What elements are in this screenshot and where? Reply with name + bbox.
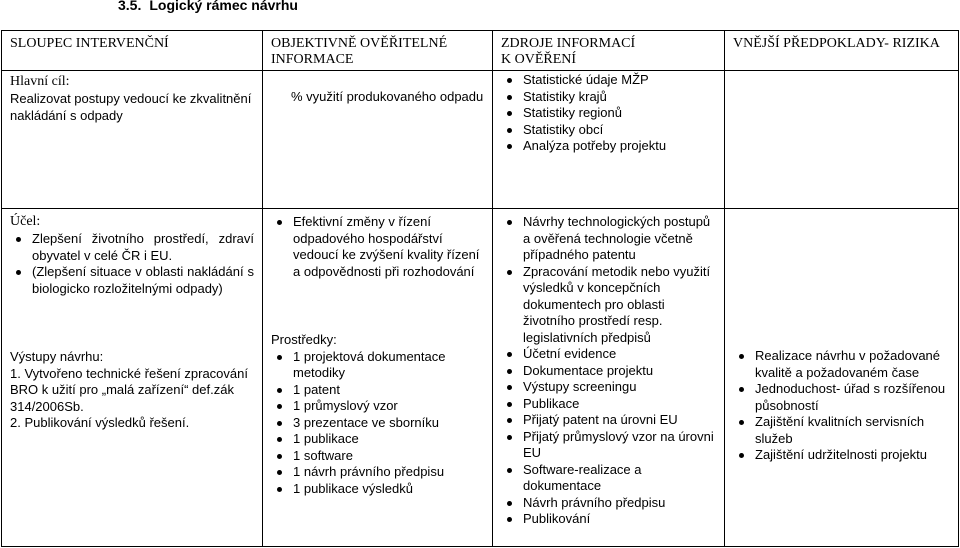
list-item: 1 software [271,448,484,465]
purpose-cell [2,209,263,547]
list-item: Statistiky krajů [501,89,716,106]
indicator-cell [263,71,493,209]
outputs-item-1: 1. Vytvořeno technické řešení zpracování BRO k užití pro „malá zařízení“ def.zák 314/2006Sb. [10,365,248,414]
list-item: 1 publikace výsledků [271,481,484,498]
verification-list-b [501,346,716,528]
list-item: Analýza potřeby projektu [501,138,716,155]
risks-cell [725,209,959,547]
header-indicators: OBJEKTIVNĚ OVĚŘITELNÉ INFORMACE [263,31,493,71]
list-item: 1 projektová dokumentace metodiky [271,349,484,382]
purpose-row [2,209,959,547]
list-item: Statistiky obcí [501,122,716,139]
sources-cell [493,71,725,209]
list-item: Návrh právního předpisu [501,495,716,512]
section-heading [118,0,298,14]
logical-framework-table [1,30,959,547]
list-item: Statistiky regionů [501,105,716,122]
risks-list [733,348,950,464]
list-item: Software-realizace a dokumentace [501,462,716,495]
section-number: 3.5. [118,0,142,13]
list-item: 1 průmyslový vzor [271,398,484,415]
list-item: Dokumentace projektu [501,363,716,380]
list-item: Publikace [501,396,716,413]
verification-list-a [501,214,716,346]
means-label: Prostředky: [271,332,337,347]
section-title: Logický rámec návrhu [149,0,298,13]
indicator-text: % využití produkovaného odpadu [291,89,484,104]
list-item: Efektivní změny v řízení odpadového hospodářství vedoucí ke zvýšení kvality řízení a odpovědnosti při rozhodování [271,214,484,280]
list-item: 3 prezentace ve sborníku [271,415,484,432]
list-item: Zpracování metodik nebo využití výsledků v koncepčních dokumentech pro oblasti životního prostředí resp. legislativních předpisů [501,264,716,347]
list-item: Zlepšení životního prostředí, zdraví obyvatel v celé ČR i EU. [10,231,254,264]
list-item: Výstupy screeningu [501,379,716,396]
list-item: Zajištění kvalitních servisních služeb [733,414,950,447]
list-item: Účetní evidence [501,346,716,363]
list-item: Publikování [501,511,716,528]
effects-cell [263,209,493,547]
list-item: 1 patent [271,382,484,399]
effects-list [271,214,484,280]
header-row [2,31,959,71]
verification-cell [493,209,725,547]
list-item: Návrhy technologických postupů a ověřená technologie včetně případného patentu [501,214,716,264]
outputs-item-2: 2. Publikování výsledků řešení. [10,415,190,430]
goal-text: Realizovat postupy vedoucí ke zkvalitnění nakládání s odpady [10,91,252,123]
means-list [271,349,484,498]
goal-label: Hlavní cíl: [10,74,70,89]
list-item: 1 publikace [271,431,484,448]
header-intervention: SLOUPEC INTERVENČNÍ [2,31,263,71]
goal-cell [2,71,263,209]
list-item: Přijatý průmyslový vzor na úrovni EU [501,429,716,462]
list-item: Jednoduchost- úřad s rozšířenou působností [733,381,950,414]
list-item: Přijatý patent na úrovni EU [501,412,716,429]
list-item: Zajištění udržitelnosti projektu [733,447,950,464]
list-item: 1 návrh právního předpisu [271,464,484,481]
list-item: Statistické údaje MŽP [501,72,716,89]
outputs-label: Výstupy návrhu: [10,349,104,364]
header-sources: ZDROJE INFORMACÍ K OVĚŘENÍ [493,31,725,71]
list-item: Realizace návrhu v požadované kvalitě a požadovaném čase [733,348,950,381]
sources-list [501,72,716,155]
header-assumptions: VNĚJŠÍ PŘEDPOKLADY- RIZIKA [725,31,959,71]
goal-row [2,71,959,209]
purpose-list [10,231,254,297]
list-item: (Zlepšení situace v oblasti nakládání s biologicko rozložitelnými odpady) [10,264,254,297]
purpose-label: Účel: [10,214,41,229]
assumptions-cell-empty [725,71,959,209]
